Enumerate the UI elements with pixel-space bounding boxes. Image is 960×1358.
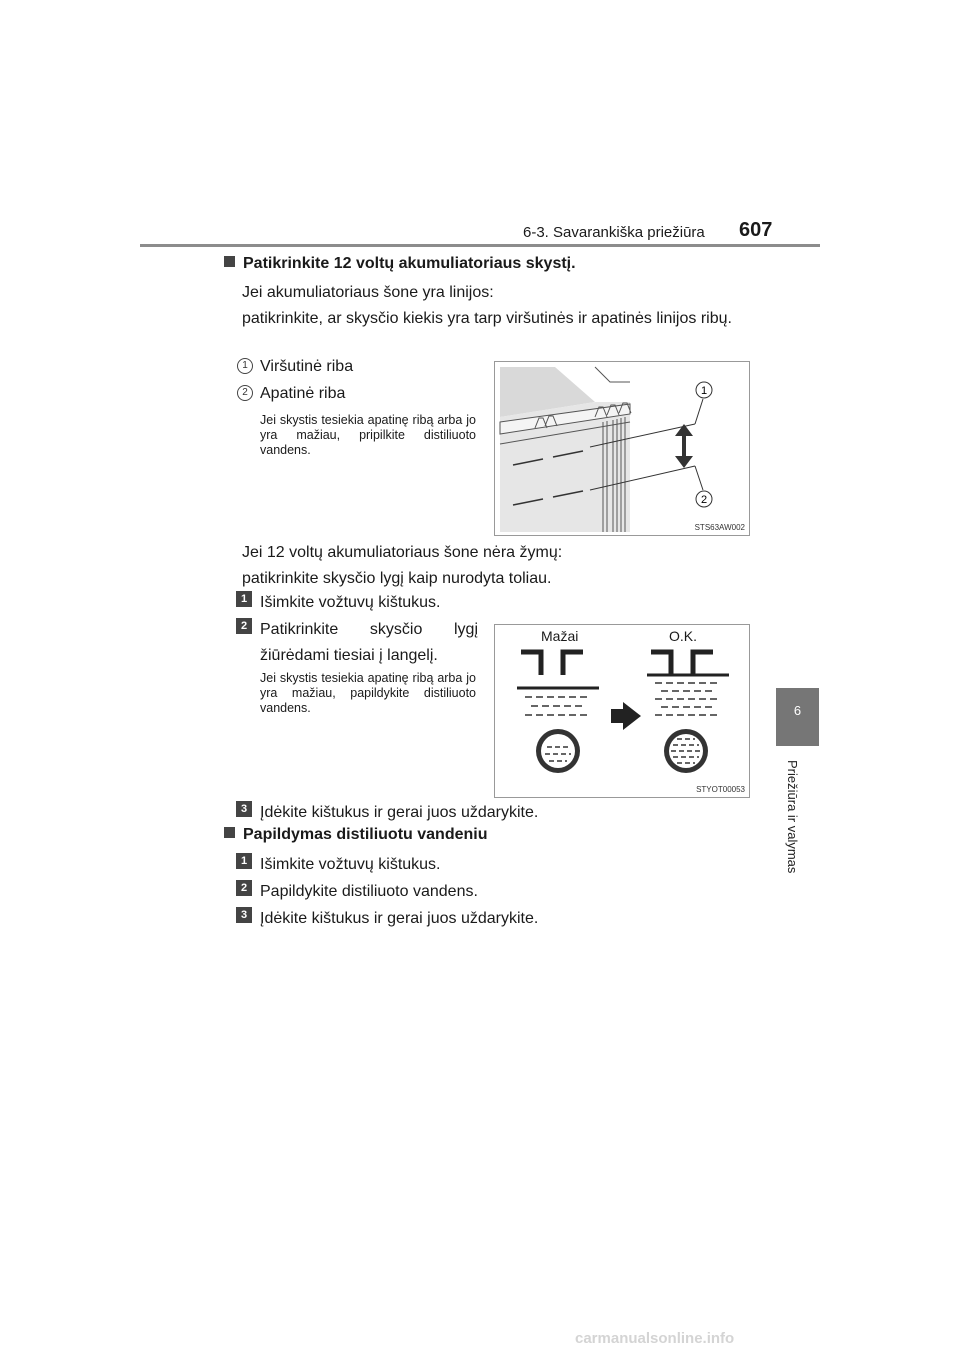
step-2-badge: 2 [236,618,252,634]
header-divider [140,244,820,247]
section-heading-2-text: Papildymas distiliuotu vandeniu [243,826,488,843]
figure-code-2: STYOT00053 [696,785,745,794]
section-heading-text: Patikrinkite 12 voltų akumuliatoriaus skystį. [243,255,576,272]
step-2-2-badge: 2 [236,880,252,896]
square-bullet-icon [224,827,235,838]
figure-callout-1: 1 [700,385,708,397]
step-2-1-text: Išimkite vožtuvų kištukus. [260,856,441,873]
section-heading [224,255,576,273]
square-bullet-icon [224,256,235,267]
intro-text-2: patikrinkite, ar skysčio kiekis yra tarp viršutinės ir apatinės linijos ribų. [242,310,732,327]
fluid-level-comparison-figure [494,624,750,798]
section-heading-2 [224,826,487,844]
legend-upper-limit: Viršutinė riba [260,358,354,375]
label-low: Mažai [541,628,579,644]
legend-lower-limit: Apatinė riba [260,385,346,402]
intro-text-1: Jei akumuliatoriaus šone yra linijos: [242,284,494,301]
figure-callout-2: 2 [700,494,708,506]
level-illustration [495,625,749,797]
note-refill: Jei skystis tesiekia apatinę ribą arba jo yra mažiau, pripilkite distiliuoto vandens. [260,413,476,457]
figure-code: STS63AW002 [694,523,745,532]
step-2-1-badge: 1 [236,853,252,869]
intro-text-3: Jei 12 voltų akumuliatoriaus šone nėra žymų: [242,544,563,561]
callout-2-marker: 2 [237,382,253,401]
page-number: 607 [739,219,773,241]
step-2-2-text: Papildykite distiliuoto vandens. [260,883,478,900]
step-2-3-text: Įdėkite kištukus ir gerai juos uždarykite. [260,910,539,927]
chapter-title: Priežiūra ir valymas [785,760,800,874]
step-3-text: Įdėkite kištukus ir gerai juos uždarykite. [260,804,539,821]
step-3-badge: 3 [236,801,252,817]
battery-side-illustration [495,362,749,535]
step-2-text: Patikrinkite skysčio lygį žiūrėdami tiesiai į langelį. [260,621,478,664]
intro-text-4: patikrinkite skysčio lygį kaip nurodyta toliau. [242,570,552,587]
callout-1-marker: 1 [237,355,253,374]
note-top-up: Jei skystis tesiekia apatinę ribą arba jo yra mažiau, papildykite distiliuoto vandens. [260,671,476,715]
step-1-badge: 1 [236,591,252,607]
battery-level-figure [494,361,750,536]
section-title: 6-3. Savarankiška priežiūra [523,224,705,241]
step-1-text: Išimkite vožtuvų kištukus. [260,594,441,611]
label-ok: O.K. [669,628,698,644]
step-2-3-badge: 3 [236,907,252,923]
chapter-tab: 6 [776,688,819,746]
watermark: carmanualsonline.info [575,1330,735,1347]
